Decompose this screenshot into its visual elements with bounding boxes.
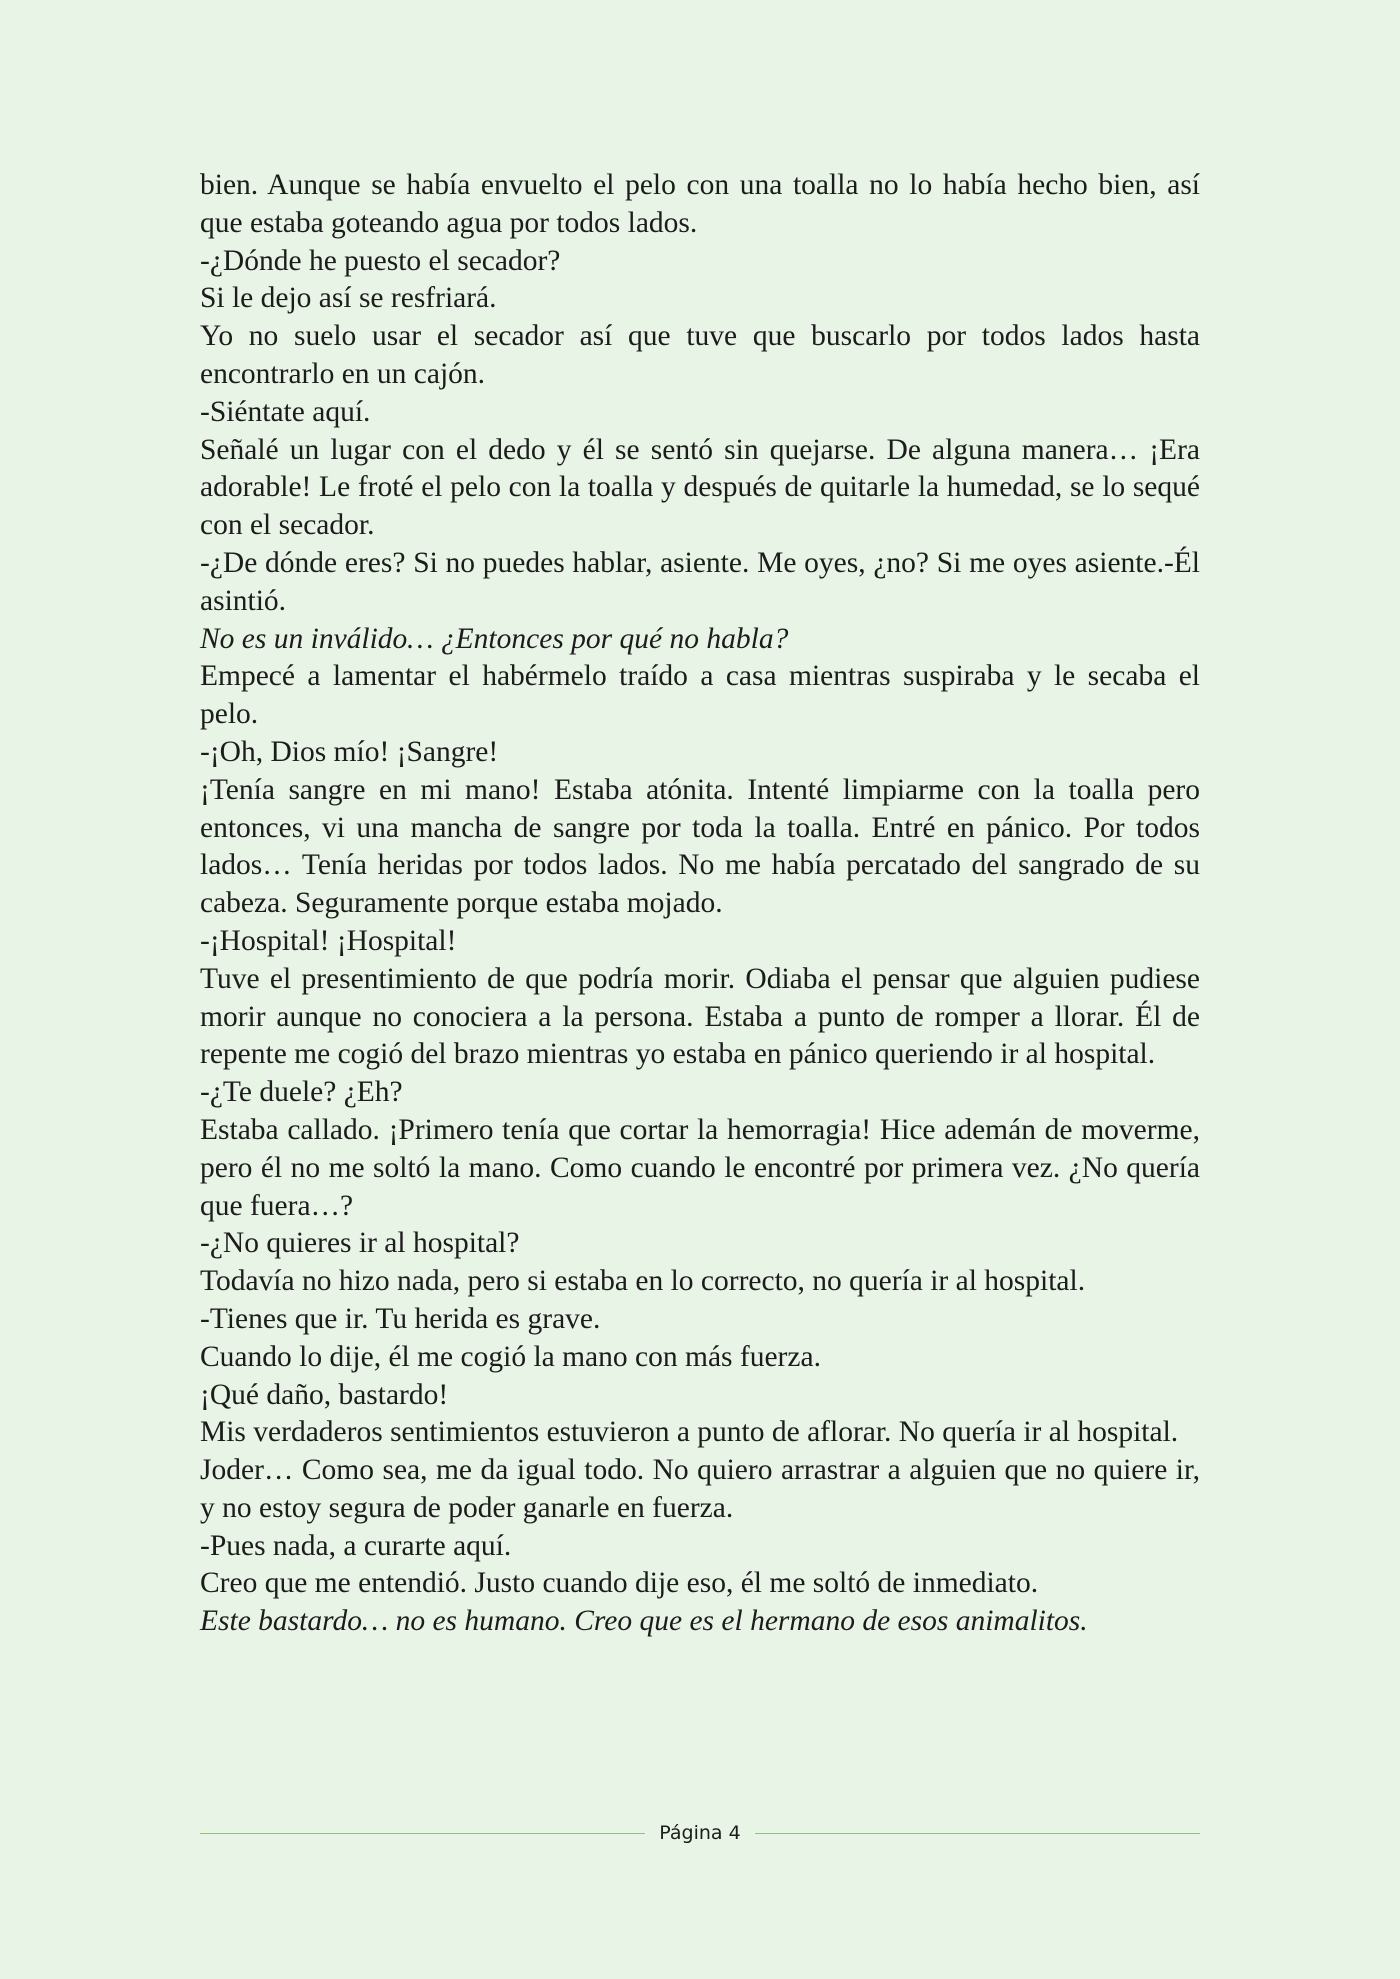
body-text [200,167,1200,1641]
footer-rule-left [200,1833,645,1834]
paragraph: Creo que me entendió. Justo cuando dije eso, él me soltó de inmediato. [200,1567,1039,1600]
paragraph: Señalé un lugar con el dedo y él se sentó sin quejarse. De alguna manera… ¡Era adorable! Le froté el pelo con la toalla y después de quitarle la humedad, se lo sequé con el secador. [200,433,1200,542]
paragraph: -¡Hospital! ¡Hospital! [200,924,457,957]
paragraph: -Tienes que ir. Tu herida es grave. [200,1302,601,1335]
paragraph: Estaba callado. ¡Primero tenía que cortar la hemorragia! Hice ademán de moverme, pero él no me soltó la mano. Como cuando le encontré por primera vez. ¿No quería que fuera…? [200,1113,1200,1222]
paragraph: Todavía no hizo nada, pero si estaba en lo correcto, no quería ir al hospital. [200,1265,1086,1298]
page-number: Página 4 [659,1822,741,1844]
paragraph: Mis verdaderos sentimientos estuvieron a punto de aflorar. No quería ir al hospital. [200,1416,1179,1449]
paragraph: Tuve el presentimiento de que podría morir. Odiaba el pensar que alguien pudiese morir aunque no conociera a la persona. Estaba a punto de romper a llorar. Él de repente me cogió del brazo mientras yo estaba en pánico queriendo ir al hospital. [200,962,1200,1071]
paragraph: Este bastardo… no es humano. Creo que es el hermano de esos animalitos. [200,1605,1088,1638]
paragraph: -Pues nada, a curarte aquí. [200,1529,512,1562]
footer-rule-right [755,1833,1200,1834]
page-footer [200,1818,1200,1848]
paragraph: Cuando lo dije, él me cogió la mano con más fuerza. [200,1340,821,1373]
paragraph: -¿Te duele? ¿Eh? [200,1076,403,1109]
paragraph: Joder… Como sea, me da igual todo. No quiero arrastrar a alguien que no quiere ir, y no estoy segura de poder ganarle en fuerza. [200,1454,1200,1524]
paragraph: bien. Aunque se había envuelto el pelo con una toalla no lo había hecho bien, así que estaba goteando agua por todos lados. [200,169,1200,239]
paragraph: Yo no suelo usar el secador así que tuve que buscarlo por todos lados hasta encontrarlo en un cajón. [200,320,1200,390]
paragraph: -¿Dónde he puesto el secador? [200,244,561,277]
paragraph: -Siéntate aquí. [200,395,371,428]
paragraph: -¿De dónde eres? Si no puedes hablar, asiente. Me oyes, ¿no? Si me oyes asiente.-Él asintió. [200,546,1200,617]
paragraph: -¿No quieres ir al hospital? [200,1227,520,1260]
paragraph: No es un inválido… ¿Entonces por qué no habla? [200,622,789,655]
paragraph: -¡Oh, Dios mío! ¡Sangre! [200,735,499,768]
paragraph: ¡Tenía sangre en mi mano! Estaba atónita. Intenté limpiarme con la toalla pero entonces, vi una mancha de sangre por toda la toalla. Entré en pánico. Por todos lados… Tenía heridas por todos lados. No me había percatado del sangrado de su cabeza. Seguramente porque estaba mojado. [200,773,1200,920]
paragraph: Si le dejo así se resfriará. [200,282,497,315]
paragraph: ¡Qué daño, bastardo! [200,1378,449,1411]
paragraph: Empecé a lamentar el habérmelo traído a casa mientras suspiraba y le secaba el pelo. [200,660,1200,731]
